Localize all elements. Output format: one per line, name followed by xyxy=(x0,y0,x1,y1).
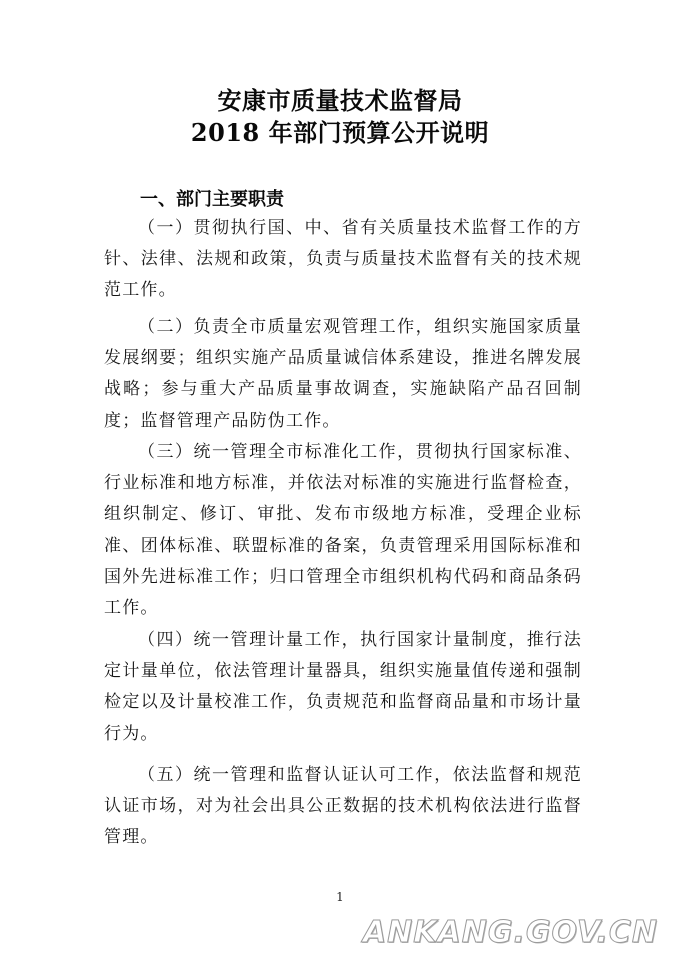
page-number: 1 xyxy=(336,890,344,904)
duty-paragraph-3: （三）统一管理全市标准化工作，贯彻执行国家标准、行业标准和地方标准，并依法对标准的实施进行监督检查，组织制定、修订、审批、发布市级地方标准，受理企业标准、团体标准、联盟标准的备案，负责管理采用国际标准和国外先进标准工作；归口管理全市组织机构代码和商品条码工作。 xyxy=(104,442,582,619)
duty-paragraph-2: （二）负责全市质量宏观管理工作，组织实施国家质量发展纲要；组织实施产品质量诚信体系建设，推进名牌发展战略；参与重大产品质量事故调查，实施缺陷产品召回制度；监督管理产品防伪工作。 xyxy=(104,317,582,431)
document-title-line-1: 安康市质量技术监督局 xyxy=(217,86,463,115)
document-title-line-2: 2018 年部门预算公开说明 xyxy=(190,118,490,147)
section-heading: 一、部门主要职责 xyxy=(140,189,284,210)
duty-paragraph-4: （四）统一管理计量工作，执行国家计量制度，推行法定计量单位，依法管理计量器具，组织实施量值传递和强制检定以及计量校准工作，负责规范和监督商品量和市场计量行为。 xyxy=(104,630,582,744)
duty-paragraph-1: （一）贯彻执行国、中、省有关质量技术监督工作的方针、法律、法规和政策，负责与质量技术监督有关的技术规范工作。 xyxy=(104,218,582,301)
site-watermark: ANKANG.GOV.CN xyxy=(362,915,658,950)
duty-paragraph-5: （五）统一管理和监督认证认可工作，依法监督和规范认证市场，对为社会出具公正数据的技术机构依法进行监督管理。 xyxy=(104,765,582,848)
